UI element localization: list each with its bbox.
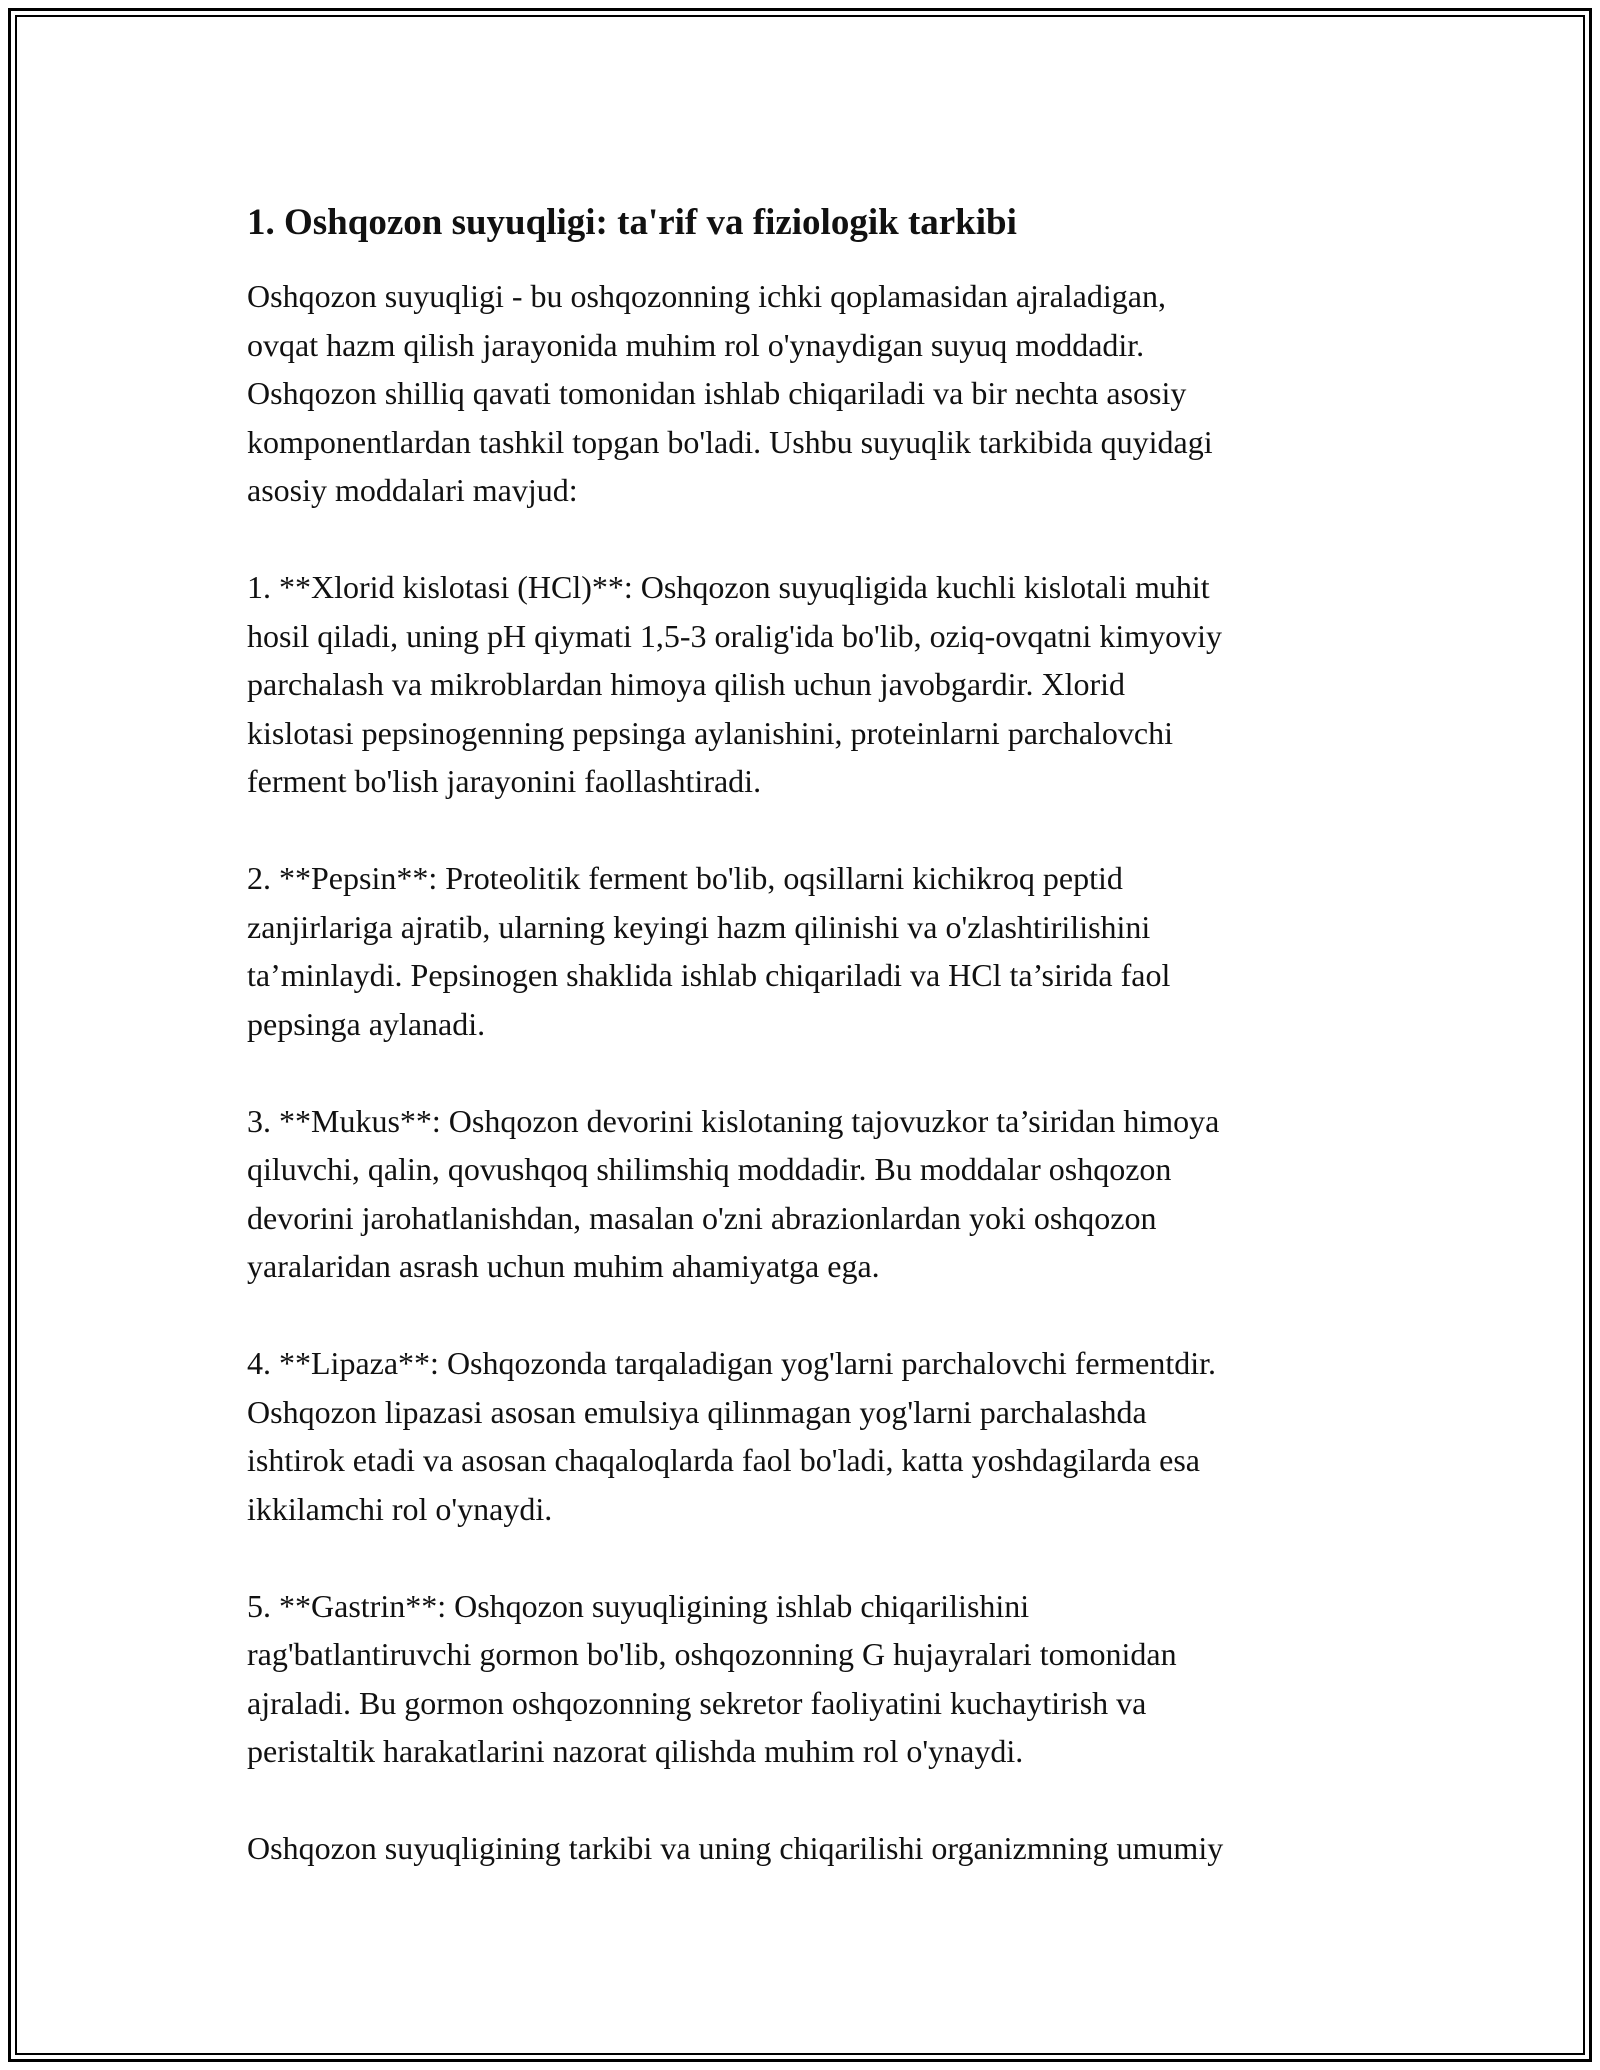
text-line: 5. **Gastrin**: Oshqozon suyuqligining ishlab chiqarilishini	[247, 1587, 1030, 1624]
text-line: asosiy moddalari mavjud:	[247, 472, 578, 508]
text-line: kislotasi pepsinogenning pepsinga aylanishini, proteinlarni parchalovchi	[247, 714, 1174, 751]
text-line: rag'batlantiruvchi gormon bo'lib, oshqozonning G hujayralari tomonidan	[247, 1636, 1177, 1672]
text-line: 1. **Xlorid kislotasi (HCl)**: Oshqozon suyuqligida kuchli kislotali muhit	[247, 569, 1210, 605]
document-title: 1. Oshqozon suyuqligi: ta'rif va fiziologik tarkibi	[247, 202, 1017, 243]
text-line: parchalash va mikroblardan himoya qilish uchun javobgardir. Xlorid	[247, 666, 1125, 702]
item-mukus-paragraph	[247, 1097, 1397, 1291]
item-hcl-paragraph	[247, 563, 1397, 806]
text-line: Oshqozon lipazasi asosan emulsiya qilinmagan yog'larni parchalashda	[247, 1393, 1147, 1430]
text-line: Oshqozon suyuqligi - bu oshqozonning ichki qoplamasidan ajraladigan,	[247, 278, 1166, 314]
text-line: 3. **Mukus**: Oshqozon devorini kislotaning tajovuzkor ta’siridan himoya	[247, 1102, 1220, 1139]
text-line: ajraladi. Bu gormon oshqozonning sekretor faoliyatini kuchaytirish va	[247, 1684, 1147, 1721]
text-line: Oshqozon suyuqligining tarkibi va uning chiqarilishi organizmning umumiy	[247, 1830, 1224, 1866]
document-body	[247, 198, 1397, 1921]
text-line: zanjirlariga ajratib, ularning keyingi hazm qilinishi va o'zlashtirilishini	[247, 908, 1151, 945]
closing-paragraph	[247, 1824, 1397, 1873]
text-line: komponentlardan tashkil topgan bo'ladi. Ushbu suyuqlik tarkibida quyidagi	[247, 423, 1213, 460]
text-line: Oshqozon shilliq qavati tomonidan ishlab chiqariladi va bir nechta asosiy	[247, 375, 1187, 411]
text-line: ferment bo'lish jarayonini faollashtiradi.	[247, 763, 762, 799]
text-line: 4. **Lipaza**: Oshqozonda tarqaladigan yog'larni parchalovchi fermentdir.	[247, 1345, 1216, 1381]
text-line: qiluvchi, qalin, qovushqoq shilimshiq moddadir. Bu moddalar oshqozon	[247, 1151, 1172, 1187]
text-line: pepsinga aylanadi.	[247, 1005, 486, 1042]
text-line: peristaltik harakatlarini nazorat qilishda muhim rol o'ynaydi.	[247, 1733, 1024, 1769]
text-line: ovqat hazm qilish jarayonida muhim rol o'ynaydigan suyuq moddadir.	[247, 326, 1145, 363]
text-line: yaralaridan asrash uchun muhim ahamiyatga ega.	[247, 1248, 880, 1284]
text-line: devorini jarohatlanishdan, masalan o'zni abrazionlardan yoki oshqozon	[247, 1199, 1157, 1236]
item-lipaza-paragraph	[247, 1339, 1397, 1533]
text-line: ishtirok etadi va asosan chaqaloqlarda faol bo'ladi, katta yoshdagilarda esa	[247, 1442, 1200, 1478]
item-gastrin-paragraph	[247, 1582, 1397, 1776]
item-pepsin-paragraph	[247, 854, 1397, 1048]
intro-paragraph	[247, 272, 1397, 515]
text-line: hosil qiladi, uning pH qiymati 1,5-3 oralig'ida bo'lib, oziq-ovqatni kimyoviy	[247, 617, 1222, 654]
text-line: ikkilamchi rol o'ynaydi.	[247, 1490, 553, 1527]
text-line: ta’minlaydi. Pepsinogen shaklida ishlab chiqariladi va HCl ta’sirida faol	[247, 957, 1171, 993]
page-frame	[8, 8, 1592, 2062]
text-line: 2. **Pepsin**: Proteolitik ferment bo'lib, oqsillarni kichikroq peptid	[247, 860, 1123, 896]
